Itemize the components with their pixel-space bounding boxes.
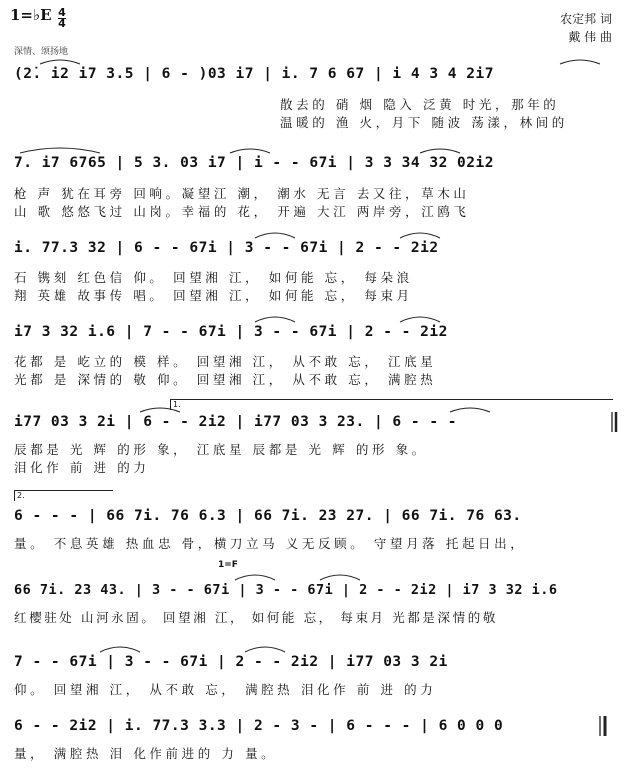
lyric-line-5a: 辰都是 光 辉 的形 象， 江底星 辰都是 光 辉 的形 象。 [14,442,428,457]
lyricist-credit: 农定邦 词 [560,12,612,26]
notation-line-7: 66 7i. 23 43. | 3 - - 67i | 3 - - 67i | 2 - - 2i2 | i7 3 32 i.6 [14,582,558,598]
key-signature: 1=♭E [10,6,52,24]
lyric-line-8a: 仰。 回望湘 江， 从不敢 忘， 满腔热 泪化作 前 进 的力 [14,682,437,697]
time-signature-top: 4 [58,6,66,19]
lyric-line-1a: 散去的 硝 烟 隐入 泛黄 时光，那年的 [280,97,560,112]
notation-line-5: i77 03 3 2i | 6 - - 2i2 | i77 03 3 23. | 6 - - - [14,414,458,430]
time-signature-bottom: 4 [58,17,66,30]
volta-bracket-1: 1. [170,399,613,410]
notation-line-4: i7 3 32 i.6 | 7 - - 67i | 3 - - 67i | 2 - - 2i2 [14,324,448,340]
composer-credit: 戴 伟 曲 [568,30,612,44]
notation-line-2: 7. i7 6765 | 5 3. 03 i7 | i - - 67i | 3 3 34 32 02i2 [14,155,494,171]
notation-line-9: 6 - - 2i2 | i. 77.3 3.3 | 2 - 3 - | 6 - - - | 6 0 0 0 [14,718,504,734]
lyric-line-1b: 温暖的 渔 火，月下 随波 荡漾，林间的 [280,115,568,130]
notation-line-1: (2̇. i2 i7 3.5 | 6 - )03 i7 | i. 7 6 67 | i 4 3 4 2i7 [14,66,494,82]
lyric-line-3b: 翔 英雄 故事传 唱。 回望湘 江， 如何能 忘， 每束月 [14,288,413,303]
modulation-marking: 1=F [218,560,238,570]
lyric-line-4a: 花都 是 屹立的 模 样。 回望湘 江， 从不敢 忘， 江底星 [14,354,437,369]
lyric-line-6a: 量。 不息英雄 热血忠 骨，横刀立马 义无反顾。 守望月落 托起日出， [14,536,527,551]
lyric-line-3a: 石 镌刻 红色信 仰。 回望湘 江， 如何能 忘， 每朵浪 [14,270,413,285]
lyric-line-9a: 量， 满腔热 泪 化作前进的 力 量。 [14,746,278,761]
tempo-marking: 深情、颂扬地 [14,47,69,57]
notation-line-6: 6 - - - | 66 7i. 76 6.3 | 66 7i. 23 27. | 66 7i. 76 63. [14,508,522,524]
lyric-line-7a: 红樱驻处 山河永固。 回望湘 江， 如何能 忘， 每束月 光都是深情的敬 [14,610,498,625]
time-signature [58,8,66,29]
notation-line-8: 7 - - 67i | 3 - - 67i | 2 - - 2i2 | i77 03 3 2i [14,654,448,670]
lyric-line-5b: 泪化作 前 进 的力 [14,460,150,475]
lyric-line-2b: 山 歌 悠悠飞过 山岗。幸福的 花， 开遍 大江 两岸旁，江鸥飞 [14,204,470,219]
volta-bracket-2: 2. [14,490,113,501]
lyric-line-4b: 光都 是 深情的 敬 仰。 回望湘 江， 从不敢 忘， 满腔热 [14,372,437,387]
notation-line-3: i. 77.3 32 | 6 - - 67i | 3 - - 67i | 2 - - 2i2 [14,240,439,256]
lyric-line-2a: 枪 声 犹在耳旁 回响。凝望江 潮， 潮水 无言 去又往，草木山 [14,186,470,201]
